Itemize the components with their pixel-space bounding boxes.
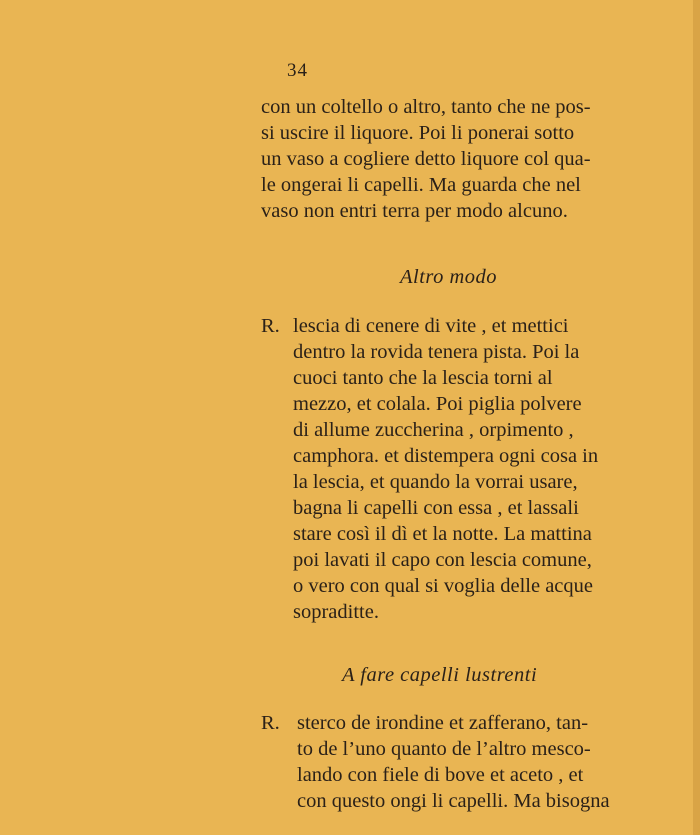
page-edge: [693, 0, 700, 835]
section-heading: Altro modo: [400, 266, 498, 288]
text-line: dentro la rovida tenera pista. Poi la: [293, 341, 580, 363]
text-line: lescia di cenere di vite , et mettici: [293, 315, 569, 337]
text-line: sopraditte.: [293, 601, 379, 623]
text-line: le ongerai li capelli. Ma guarda che nel: [261, 174, 581, 196]
text-line: o vero con qual si voglia delle acque: [293, 575, 593, 597]
page-number: 34: [287, 60, 308, 81]
text-line: poi lavati il capo con lescia comune,: [293, 549, 592, 571]
section-heading: A fare capelli lustrenti: [342, 664, 538, 686]
text-line: mezzo, et colala. Poi piglia polvere: [293, 393, 582, 415]
text-line: vaso non entri terra per modo alcuno.: [261, 200, 568, 222]
recipe-marker: R.: [261, 712, 280, 734]
recipe-marker: R.: [261, 315, 280, 337]
text-line: si uscire il liquore. Poi li ponerai sotto: [261, 122, 575, 144]
text-line: con questo ongi li capelli. Ma bisogna: [297, 790, 610, 812]
text-line: sterco de irondine et zafferano, tan-: [297, 712, 589, 734]
text-line: cuoci tanto che la lescia torni al: [293, 367, 553, 389]
text-line: camphora. et distempera ogni cosa in: [293, 445, 599, 467]
text-line: un vaso a cogliere detto liquore col qua-: [261, 148, 591, 170]
text-line: di allume zuccherina , orpimento ,: [293, 419, 574, 441]
text-line: bagna li capelli con essa , et lassali: [293, 497, 579, 519]
text-line: con un coltello o altro, tanto che ne pos-: [261, 96, 591, 118]
text-line: lando con fiele di bove et aceto , et: [297, 764, 584, 786]
text-line: to de l’uno quanto de l’altro mesco-: [297, 738, 591, 760]
text-line: stare così il dì et la notte. La mattina: [293, 523, 592, 545]
text-line: la lescia, et quando la vorrai usare,: [293, 471, 578, 493]
